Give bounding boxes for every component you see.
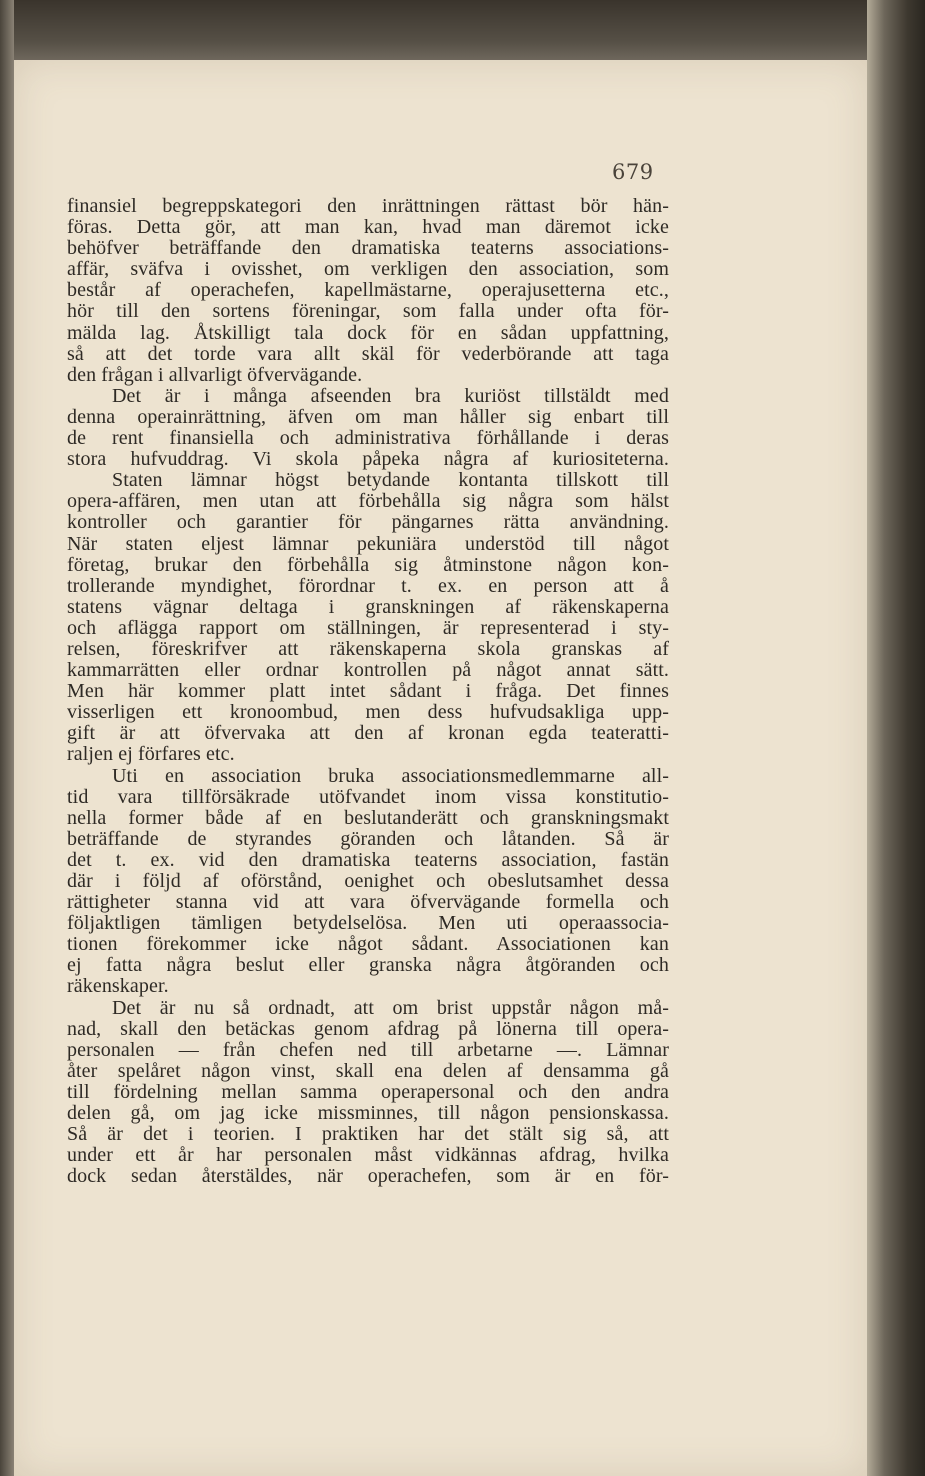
text-line: där i följd af oförstånd, oenighet och obeslutsamhet dessa <box>67 870 669 892</box>
text-line: denna operainrättning, äfven om man håller sig enbart till <box>67 405 669 428</box>
text-line: Det är i många afseenden bra kuriöst tillstäldt med <box>112 384 669 407</box>
text-line: företag, brukar den förbehålla sig åtminstone någon kon- <box>67 553 669 576</box>
text-line: tionen förekommer icke något sådant. Associationen kan <box>67 933 669 956</box>
text-line: den frågan i allvarligt öfvervägande. <box>67 363 363 386</box>
text-line: de rent finansiella och administrativa förhållande i deras <box>67 427 669 450</box>
book-page <box>14 60 867 1476</box>
text-line: tid vara tillförsäkrade utöfvandet inom vissa konstitutio- <box>67 785 669 808</box>
text-line: När staten eljest lämnar pekuniära understöd till något <box>67 532 669 555</box>
text-line: föras. Detta gör, att man kan, hvad man däremot icke <box>67 216 669 239</box>
text-line: och aflägga rapport om ställningen, är representerad i sty- <box>67 616 669 639</box>
text-line: Uti en association bruka associationsmedlemmarne all- <box>112 764 669 787</box>
text-line: opera-affären, men utan att förbehålla sig några som hälst <box>67 490 669 513</box>
text-line: affär, sväfva i ovisshet, om verkligen den association, som <box>67 258 669 281</box>
text-line: mälda lag. Åtskilligt tala dock för en sådan uppfattning, <box>67 321 669 344</box>
text-line: nella former både af en beslutanderätt och granskningsmakt <box>67 806 669 829</box>
text-line: personalen — från chefen ned till arbetarne —. Lämnar <box>67 1038 669 1061</box>
text-line: finansiel begreppskategori den inrättningen rättast bör hän- <box>67 195 669 217</box>
text-line: det t. ex. vid den dramatiska teaterns association, fastän <box>67 848 669 871</box>
text-line: under ett år har personalen måst vidkännas afdrag, hvilka <box>67 1144 669 1167</box>
text-line: till fördelning mellan samma operapersonal och den andra <box>67 1080 669 1103</box>
text-line: hör till den sortens föreningar, som falla under ofta för- <box>67 300 669 323</box>
text-line: ej fatta några beslut eller granska några åtgöranden och <box>67 954 669 977</box>
page-number: 679 <box>612 160 654 184</box>
text-line: visserligen ett kronoombud, men dess hufvudsakliga upp- <box>67 701 669 724</box>
text-line: beträffande de styrandes göranden och låtanden. Så är <box>67 827 669 850</box>
text-line: relsen, föreskrifver att räkenskaperna skola granskas af <box>67 637 669 660</box>
scan-left-edge <box>0 0 14 1476</box>
text-line: så att det torde vara allt skäl för vederbörande att taga <box>67 342 669 365</box>
text-line: stora hufvuddrag. Vi skola påpeka några af kuriositeterna. <box>67 448 669 471</box>
text-line: delen gå, om jag icke missminnes, till någon pensionskassa. <box>67 1102 669 1125</box>
text-line: följaktligen tämligen betydelselösa. Men uti operaassocia- <box>67 912 669 935</box>
text-line: Det är nu så ordnadt, att om brist uppstår någon må- <box>112 996 669 1019</box>
text-line: rättigheter stanna vid att vara öfvervägande formella och <box>67 891 669 914</box>
text-line: nad, skall den betäckas genom afdrag på lönerna till opera- <box>67 1017 669 1040</box>
text-line: behöfver beträffande den dramatiska teaterns associations- <box>67 237 669 260</box>
text-line: gift är att öfvervaka att den af kronan egda teateratti- <box>67 722 669 745</box>
text-line: kammarrätten eller ordnar kontrollen på något annat sätt. <box>67 659 669 682</box>
text-line: Staten lämnar högst betydande kontanta tillskott till <box>112 469 669 492</box>
text-line: Så är det i teorien. I praktiken har det stält sig så, att <box>67 1123 669 1146</box>
text-line: raljen ej förfares etc. <box>67 743 235 766</box>
text-line: trollerande myndighet, förordnar t. ex. en person att å <box>67 574 669 597</box>
scan-top-edge <box>0 0 925 60</box>
scan-book-spine-edge <box>867 0 925 1476</box>
text-line: består af operachefen, kapellmästarne, operajusetterna etc., <box>67 279 669 302</box>
text-line: dock sedan återstäldes, när operachefen, som är en för- <box>67 1165 669 1188</box>
body-text <box>67 196 669 1187</box>
text-line: räkenskaper. <box>67 975 169 998</box>
text-line: åter spelåret någon vinst, skall ena delen af densamma gå <box>67 1059 669 1082</box>
text-line: statens vägnar deltaga i granskningen af räkenskaperna <box>67 595 669 618</box>
text-line: kontroller och garantier för pängarnes rätta användning. <box>67 511 669 534</box>
text-line: Men här kommer platt intet sådant i fråga. Det finnes <box>67 680 669 703</box>
